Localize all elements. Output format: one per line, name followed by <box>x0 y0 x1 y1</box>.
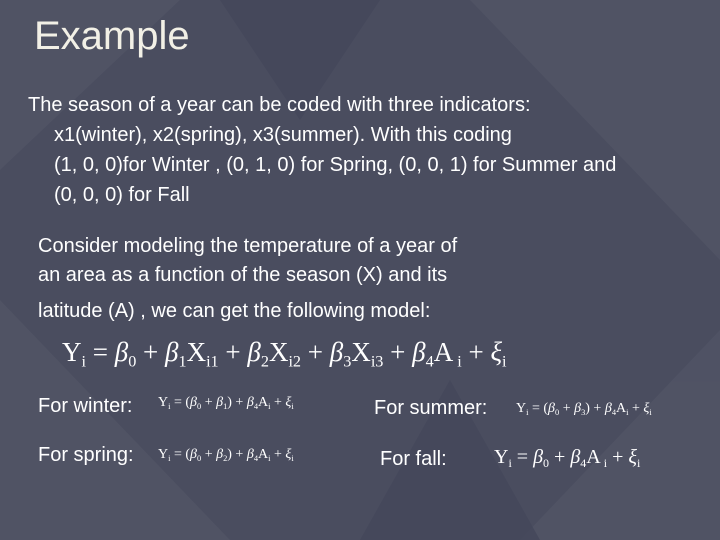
summer-label: For summer: <box>374 397 488 419</box>
equation-text: $Y_i = \beta_0 + \beta_1X_{i1} + \beta_2X_{i2} + \beta_3X_{i3} + \beta_4A$ $_i + \xi_i$ <box>62 337 507 371</box>
spring-label: For spring: <box>38 444 134 466</box>
slide-title: Example <box>34 14 190 58</box>
winter-equation: $Y_i = (\beta_0 + \beta_1) + \beta_4A_i + \xi_i$ <box>158 395 294 411</box>
paragraph-line: Consider modeling the temperature of a year of <box>38 235 458 257</box>
summer-equation: $Y_i = (\beta_0 + \beta_3) + \beta_4A_i + \xi_i$ <box>516 401 652 417</box>
fall-label: For fall: <box>380 448 447 470</box>
season-coding-paragraph <box>28 90 616 210</box>
winter-label: For winter: <box>38 395 133 417</box>
paragraph-line: x1(winter), x2(spring), x3(summer). With this coding <box>54 124 512 146</box>
fall-equation: $Y_i = \beta_0 + \beta_4A$ $_i + \xi_i$ <box>494 446 641 471</box>
spring-equation: $Y_i = (\beta_0 + \beta_2) + \beta_4A_i + \xi_i$ <box>158 447 294 463</box>
paragraph-line: latitude (A) , we can get the following model: <box>38 300 431 322</box>
paragraph-line: The season of a year can be coded with three indicators: <box>28 94 531 116</box>
paragraph-line: (0, 0, 0) for Fall <box>54 184 190 206</box>
paragraph-line: (1, 0, 0)for Winter , (0, 1, 0) for Spring, (0, 0, 1) for Summer and <box>54 154 617 176</box>
model-intro-paragraph <box>38 232 457 290</box>
main-model-equation <box>62 337 507 371</box>
paragraph-line: an area as a function of the season (X) and its <box>38 264 448 286</box>
